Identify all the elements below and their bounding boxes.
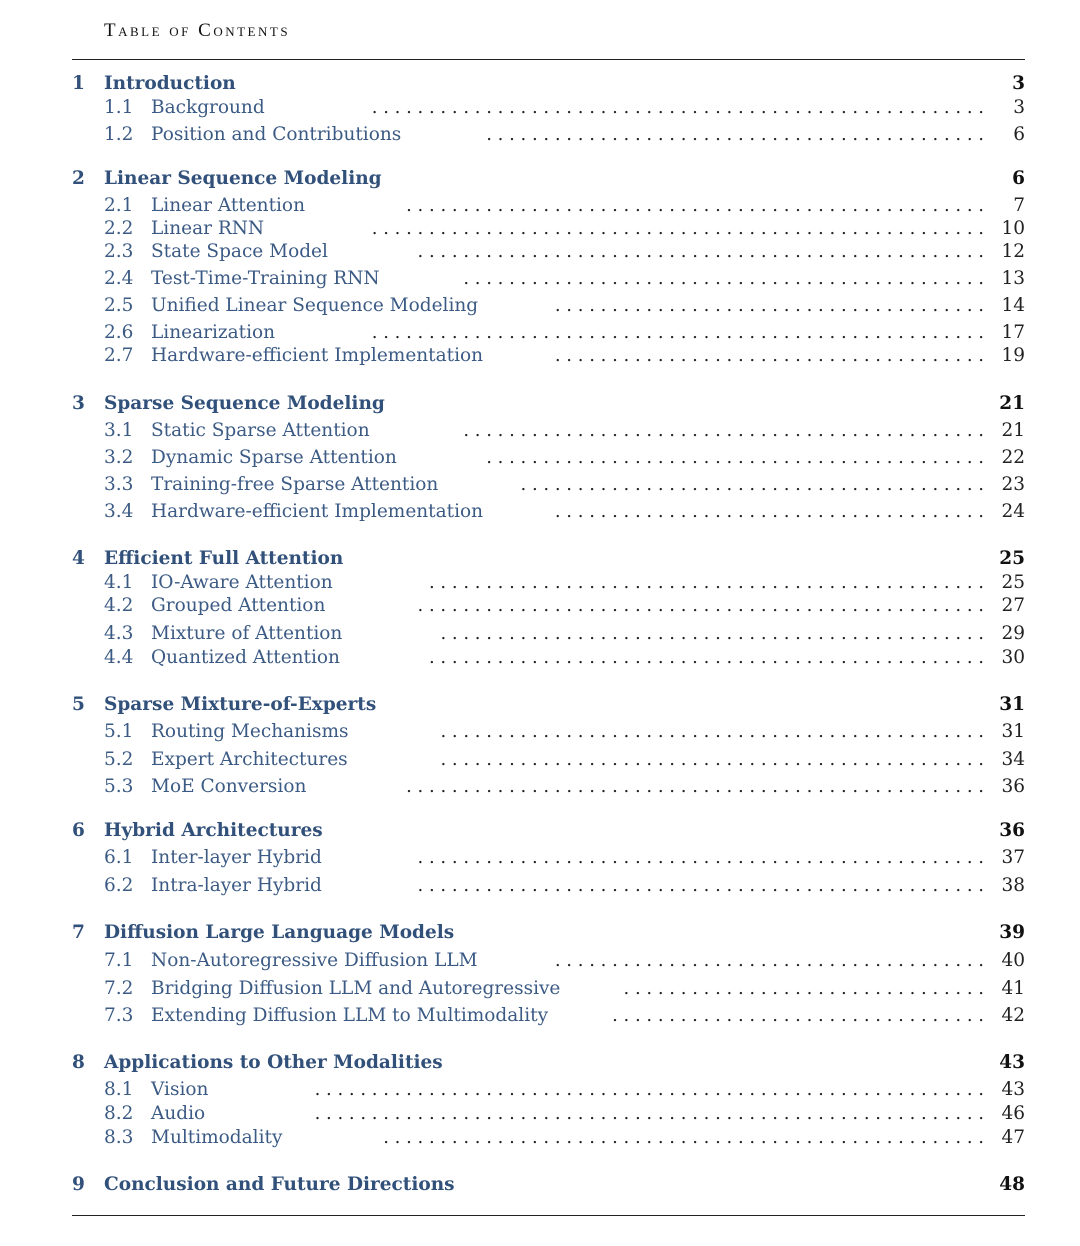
section-page-number: 21	[999, 393, 1025, 414]
section-number: 3	[72, 393, 85, 414]
section-page-number: 25	[999, 548, 1025, 569]
toc-subsection-row[interactable]	[0, 1005, 1080, 1031]
toc-subsection-row[interactable]	[0, 776, 1080, 802]
section-title-link[interactable]: Diffusion Large Language Models	[104, 922, 455, 943]
section-title-link[interactable]: Applications to Other Modalities	[104, 1052, 443, 1073]
dot-leader: . . . . . . . . . . . . . . . . . . . . . . . . . . . . . . . . . . . . . . . . . . . . . . . . . . . . . . . . . . .	[314, 1079, 984, 1100]
subsection-page-number: 7	[1013, 195, 1025, 216]
subsection-number: 4.1	[104, 572, 134, 593]
subsection-title-link[interactable]: Unified Linear Sequence Modeling	[151, 295, 479, 316]
section-number: 6	[72, 820, 85, 841]
toc-subsection-row[interactable]	[0, 721, 1080, 747]
subsection-title-link[interactable]: Expert Architectures	[151, 749, 348, 770]
subsection-number: 3.1	[104, 420, 134, 441]
subsection-number: 4.2	[104, 595, 134, 616]
subsection-number: 2.3	[104, 241, 134, 262]
dot-leader: . . . . . . . . . . . . . . . . . . . . . . . . . . . . . . . . . . . . . . . . . . . . . . . . . .	[417, 595, 984, 616]
subsection-page-number: 34	[1001, 749, 1025, 770]
toc-section-row[interactable]	[0, 922, 1080, 948]
section-number: 1	[72, 73, 85, 94]
toc-subsection-row[interactable]	[0, 978, 1080, 1004]
subsection-page-number: 27	[1001, 595, 1025, 616]
subsection-page-number: 41	[1001, 978, 1025, 999]
subsection-title-link[interactable]: Non-Autoregressive Diffusion LLM	[151, 950, 478, 971]
dot-leader: . . . . . . . . . . . . . . . . . . . . . . . . . . . . . . . . . . . . . . . . . . . . . . . . . . . . .	[383, 1127, 984, 1148]
subsection-title-link[interactable]: Training-free Sparse Attention	[151, 474, 439, 495]
subsection-number: 3.4	[104, 501, 134, 522]
toc-section-row[interactable]	[0, 393, 1080, 419]
dot-leader: . . . . . . . . . . . . . . . . . . . . . . . . . . . . . . . . . . . . . . . . . . . . . . . . .	[428, 572, 984, 593]
subsection-title-link[interactable]: Test-Time-Training RNN	[151, 268, 380, 289]
subsection-page-number: 42	[1001, 1005, 1025, 1026]
toc-subsection-row[interactable]	[0, 268, 1080, 294]
section-title-link[interactable]: Linear Sequence Modeling	[104, 168, 382, 189]
subsection-number: 2.5	[104, 295, 134, 316]
dot-leader: . . . . . . . . . . . . . . . . . . . . . . . . . . . . . . . . . . . . . . . . .	[520, 474, 984, 495]
subsection-page-number: 10	[1001, 218, 1025, 239]
toc-subsection-row[interactable]	[0, 595, 1080, 621]
toc-subsection-row[interactable]	[0, 749, 1080, 775]
subsection-number: 5.1	[104, 721, 134, 742]
subsection-title-link[interactable]: Hardware-efficient Implementation	[151, 345, 484, 366]
section-page-number: 48	[999, 1174, 1025, 1195]
dot-leader: . . . . . . . . . . . . . . . . . . . . . . . . . . . . . . . . . . . . . . . . . . . . . . . . . .	[417, 875, 984, 896]
subsection-number: 6.1	[104, 847, 134, 868]
toc-subsection-row[interactable]	[0, 875, 1080, 901]
toc-section-row[interactable]	[0, 168, 1080, 194]
subsection-number: 4.4	[104, 647, 134, 668]
toc-section-row[interactable]	[0, 820, 1080, 846]
subsection-title-link[interactable]: State Space Model	[151, 241, 328, 262]
dot-leader: . . . . . . . . . . . . . . . . . . . . . . . . . . . . . . . . . . . . . .	[554, 950, 984, 971]
toc-subsection-row[interactable]	[0, 1079, 1080, 1105]
dot-leader: . . . . . . . . . . . . . . . . . . . . . . . . . . . . . . . . . . . . . . . . . . . . . . . .	[440, 749, 984, 770]
subsection-number: 7.2	[104, 978, 134, 999]
subsection-number: 1.2	[104, 124, 134, 145]
subsection-number: 5.3	[104, 776, 134, 797]
subsection-page-number: 23	[1001, 474, 1025, 495]
subsection-title-link[interactable]: Audio	[151, 1103, 206, 1124]
dot-leader: . . . . . . . . . . . . . . . . . . . . . . . . . . . . . . . . . . . . . . . . . . . . . . . .	[440, 623, 984, 644]
subsection-number: 7.3	[104, 1005, 134, 1026]
dot-leader: . . . . . . . . . . . . . . . . . . . . . . . . . . . . . . . . . . . . . . . . . . . . . .	[463, 420, 984, 441]
dot-leader: . . . . . . . . . . . . . . . . . . . . . . . . . . . . . . . .	[623, 978, 984, 999]
toc-subsection-row[interactable]	[0, 623, 1080, 649]
toc-subsection-row[interactable]	[0, 1103, 1080, 1129]
subsection-title-link[interactable]: Quantized Attention	[151, 647, 340, 668]
toc-subsection-row[interactable]	[0, 647, 1080, 673]
subsection-number: 3.3	[104, 474, 134, 495]
toc-subsection-row[interactable]	[0, 124, 1080, 150]
subsection-number: 4.3	[104, 623, 134, 644]
subsection-page-number: 25	[1001, 572, 1025, 593]
dot-leader: . . . . . . . . . . . . . . . . . . . . . . . . . . . . . . . . . . . . . . . . . . . . . . . . . . . . . .	[371, 97, 984, 118]
section-number: 4	[72, 548, 85, 569]
subsection-number: 3.2	[104, 447, 134, 468]
section-page-number: 36	[999, 820, 1025, 841]
dot-leader: . . . . . . . . . . . . . . . . . . . . . . . . . . . . . . . . . . . . . . . . . . . . . . . . . . .	[406, 195, 984, 216]
subsection-title-link[interactable]: Bridging Diffusion LLM and Autoregressive	[151, 978, 561, 999]
section-page-number: 31	[999, 694, 1025, 715]
toc-subsection-row[interactable]	[0, 1127, 1080, 1153]
section-page-number: 39	[999, 922, 1025, 943]
subsection-number: 5.2	[104, 749, 134, 770]
subsection-number: 6.2	[104, 875, 134, 896]
subsection-page-number: 24	[1001, 501, 1025, 522]
subsection-page-number: 17	[1001, 322, 1025, 343]
subsection-title-link[interactable]: Dynamic Sparse Attention	[151, 447, 397, 468]
subsection-page-number: 21	[1001, 420, 1025, 441]
dot-leader: . . . . . . . . . . . . . . . . . . . . . . . . . . . . . . . . . . . . . . . . . . . .	[486, 124, 984, 145]
section-number: 5	[72, 694, 85, 715]
subsection-number: 8.1	[104, 1079, 134, 1100]
subsection-number: 2.2	[104, 218, 134, 239]
subsection-number: 1.1	[104, 97, 134, 118]
toc-section-row[interactable]	[0, 73, 1080, 99]
subsection-number: 8.3	[104, 1127, 134, 1148]
subsection-title-link[interactable]: Linear Attention	[151, 195, 305, 216]
subsection-page-number: 22	[1001, 447, 1025, 468]
toc-subsection-row[interactable]	[0, 420, 1080, 446]
subsection-title-link[interactable]: Position and Contributions	[151, 124, 402, 145]
subsection-title-link[interactable]: Intra-layer Hybrid	[151, 875, 322, 896]
subsection-title-link[interactable]: Grouped Attention	[151, 595, 326, 616]
toc-subsection-row[interactable]	[0, 950, 1080, 976]
subsection-title-link[interactable]: Linear RNN	[151, 218, 265, 239]
subsection-page-number: 14	[1001, 295, 1025, 316]
page-title: Table of Contents	[104, 20, 291, 41]
toc-subsection-row[interactable]	[0, 847, 1080, 873]
subsection-page-number: 47	[1001, 1127, 1025, 1148]
subsection-title-link[interactable]: Routing Mechanisms	[151, 721, 349, 742]
toc-subsection-row[interactable]	[0, 241, 1080, 267]
subsection-page-number: 37	[1001, 847, 1025, 868]
dot-leader: . . . . . . . . . . . . . . . . . . . . . . . . . . . . . . . . . . . . . . . . . . . . . . . . . . . . . .	[371, 322, 984, 343]
toc-subsection-row[interactable]	[0, 474, 1080, 500]
dot-leader: . . . . . . . . . . . . . . . . . . . . . . . . . . . . . . . . . . . . . . . . . . . . . . . .	[440, 721, 984, 742]
subsection-number: 2.4	[104, 268, 134, 289]
section-title-link[interactable]: Sparse Sequence Modeling	[104, 393, 385, 414]
subsection-title-link[interactable]: IO-Aware Attention	[151, 572, 333, 593]
subsection-number: 2.7	[104, 345, 134, 366]
toc-subsection-row[interactable]	[0, 447, 1080, 473]
subsection-page-number: 31	[1001, 721, 1025, 742]
subsection-title-link[interactable]: Extending Diffusion LLM to Multimodality	[151, 1005, 549, 1026]
dot-leader: . . . . . . . . . . . . . . . . . . . . . . . . . . . . . . . . . . . . . .	[554, 295, 984, 316]
subsection-title-link[interactable]: Vision	[151, 1079, 209, 1100]
subsection-title-link[interactable]: Hardware-efficient Implementation	[151, 501, 484, 522]
section-title-link[interactable]: Efficient Full Attention	[104, 548, 344, 569]
subsection-title-link[interactable]: Inter-layer Hybrid	[151, 847, 322, 868]
subsection-page-number: 6	[1013, 124, 1025, 145]
section-title-link[interactable]: Hybrid Architectures	[104, 820, 323, 841]
bottom-rule	[72, 1215, 1025, 1216]
subsection-page-number: 30	[1001, 647, 1025, 668]
dot-leader: . . . . . . . . . . . . . . . . . . . . . . . . . . . . . . . . . . . . . . . . . . . . . . . . . . . . . . . . . . .	[314, 1103, 984, 1124]
section-title-link[interactable]: Conclusion and Future Directions	[104, 1174, 455, 1195]
subsection-page-number: 43	[1001, 1079, 1025, 1100]
toc-section-row[interactable]	[0, 694, 1080, 720]
dot-leader: . . . . . . . . . . . . . . . . . . . . . . . . . . . . . . . . . . . . . . . . . . . . . .	[463, 268, 984, 289]
dot-leader: . . . . . . . . . . . . . . . . . . . . . . . . . . . . . . . . . . . . . . . . . . . . . . . . . .	[417, 241, 984, 262]
toc-subsection-row[interactable]	[0, 345, 1080, 371]
subsection-title-link[interactable]: Static Sparse Attention	[151, 420, 370, 441]
toc-subsection-row[interactable]	[0, 501, 1080, 527]
subsection-title-link[interactable]: Mixture of Attention	[151, 623, 343, 644]
toc-section-row[interactable]	[0, 1174, 1080, 1200]
section-number: 2	[72, 168, 85, 189]
subsection-number: 2.1	[104, 195, 134, 216]
section-title-link[interactable]: Introduction	[104, 73, 236, 94]
section-page-number: 43	[999, 1052, 1025, 1073]
dot-leader: . . . . . . . . . . . . . . . . . . . . . . . . . . . . . . . . . . . . . . . . . . . . . . . . . .	[417, 847, 984, 868]
dot-leader: . . . . . . . . . . . . . . . . . . . . . . . . . . . . . . . . . . . . . . . . . . . . . . . . . . . . . .	[371, 218, 984, 239]
toc-section-row[interactable]	[0, 1052, 1080, 1078]
dot-leader: . . . . . . . . . . . . . . . . . . . . . . . . . . . . . . . . . . . . . .	[554, 501, 984, 522]
dot-leader: . . . . . . . . . . . . . . . . . . . . . . . . . . . . . . . . .	[612, 1005, 984, 1026]
subsection-title-link[interactable]: Linearization	[151, 322, 276, 343]
subsection-page-number: 29	[1001, 623, 1025, 644]
subsection-number: 2.6	[104, 322, 134, 343]
subsection-page-number: 40	[1001, 950, 1025, 971]
subsection-title-link[interactable]: MoE Conversion	[151, 776, 307, 797]
section-page-number: 3	[1012, 73, 1025, 94]
dot-leader: . . . . . . . . . . . . . . . . . . . . . . . . . . . . . . . . . . . . . .	[554, 345, 984, 366]
subsection-page-number: 3	[1013, 97, 1025, 118]
subsection-page-number: 46	[1001, 1103, 1025, 1124]
subsection-page-number: 38	[1001, 875, 1025, 896]
subsection-title-link[interactable]: Background	[151, 97, 265, 118]
section-page-number: 6	[1012, 168, 1025, 189]
dot-leader: . . . . . . . . . . . . . . . . . . . . . . . . . . . . . . . . . . . . . . . . . . . . . . . . . . .	[406, 776, 984, 797]
section-number: 8	[72, 1052, 85, 1073]
subsection-page-number: 19	[1001, 345, 1025, 366]
section-number: 7	[72, 922, 85, 943]
subsection-number: 7.1	[104, 950, 134, 971]
subsection-title-link[interactable]: Multimodality	[151, 1127, 283, 1148]
subsection-page-number: 12	[1001, 241, 1025, 262]
dot-leader: . . . . . . . . . . . . . . . . . . . . . . . . . . . . . . . . . . . . . . . . . . . . . . . . .	[428, 647, 984, 668]
subsection-number: 8.2	[104, 1103, 134, 1124]
toc-subsection-row[interactable]	[0, 295, 1080, 321]
section-number: 9	[72, 1174, 85, 1195]
dot-leader: . . . . . . . . . . . . . . . . . . . . . . . . . . . . . . . . . . . . . . . . . . . .	[486, 447, 984, 468]
subsection-page-number: 36	[1001, 776, 1025, 797]
subsection-page-number: 13	[1001, 268, 1025, 289]
toc-section-row[interactable]	[0, 548, 1080, 574]
section-title-link[interactable]: Sparse Mixture-of-Experts	[104, 694, 377, 715]
toc-subsection-row[interactable]	[0, 97, 1080, 123]
